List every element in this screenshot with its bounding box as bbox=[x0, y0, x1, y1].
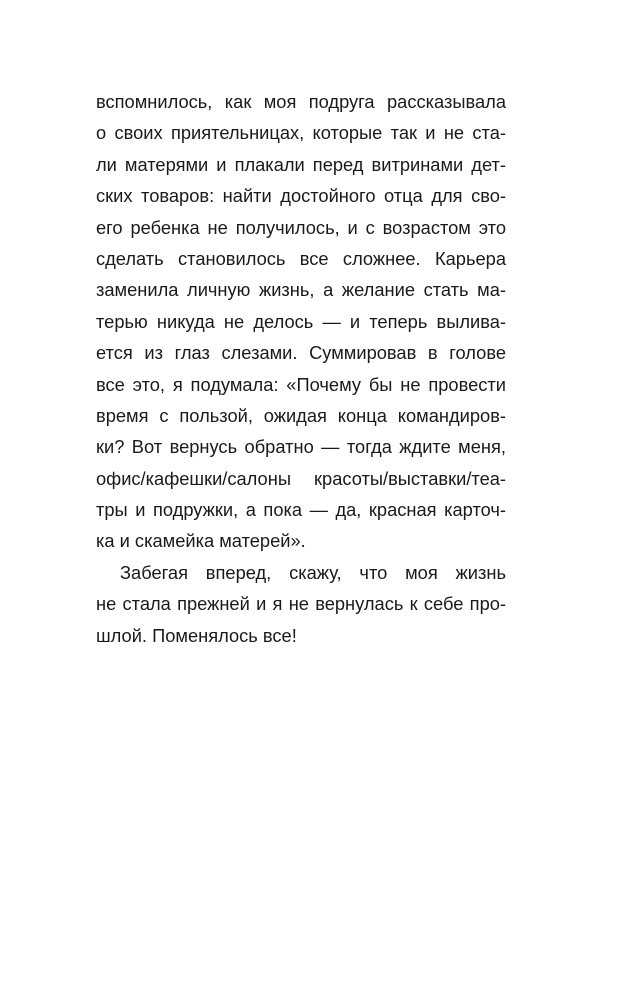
text-line: Забегая вперед, скажу, что моя жизнь bbox=[120, 561, 506, 583]
text-line: ется из глаз слезами. Суммировав в голове bbox=[96, 342, 506, 364]
text-line: ских товаров: найти достойного отца для сво- bbox=[96, 185, 506, 207]
text-line: ли матерями и плакали перед витринами дет- bbox=[96, 153, 506, 175]
text-line: офис/кафешки/салоны красоты/выставки/теа- bbox=[96, 467, 506, 489]
text-line: заменила личную жизнь, а желание стать ма- bbox=[96, 279, 506, 301]
text-line: шлой. Поменялось все! bbox=[96, 624, 297, 646]
text-line: терью никуда не делось — и теперь вылива- bbox=[96, 310, 506, 332]
text-line: о своих приятельницах, которые так и не ста- bbox=[96, 122, 506, 144]
paragraph bbox=[96, 86, 506, 557]
text-line: ка и скамейка матерей». bbox=[96, 530, 306, 552]
text-line: сделать становилось все сложнее. Карьера bbox=[96, 247, 506, 269]
body-text bbox=[96, 86, 506, 651]
text-line: ки? Вот вернусь обратно — тогда ждите меня, bbox=[96, 436, 506, 458]
text-line: все это, я подумала: «Почему бы не провести bbox=[96, 373, 506, 395]
text-line: не стала прежней и я не вернулась к себе про- bbox=[96, 593, 506, 615]
paragraph bbox=[96, 557, 506, 651]
text-line: время с пользой, ожидая конца командиров- bbox=[96, 404, 506, 426]
text-line: тры и подружки, а пока — да, красная карточ- bbox=[96, 499, 506, 521]
text-line: вспомнилось, как моя подруга рассказывала bbox=[96, 91, 506, 112]
text-line: его ребенка не получилось, и с возрастом это bbox=[96, 216, 506, 238]
